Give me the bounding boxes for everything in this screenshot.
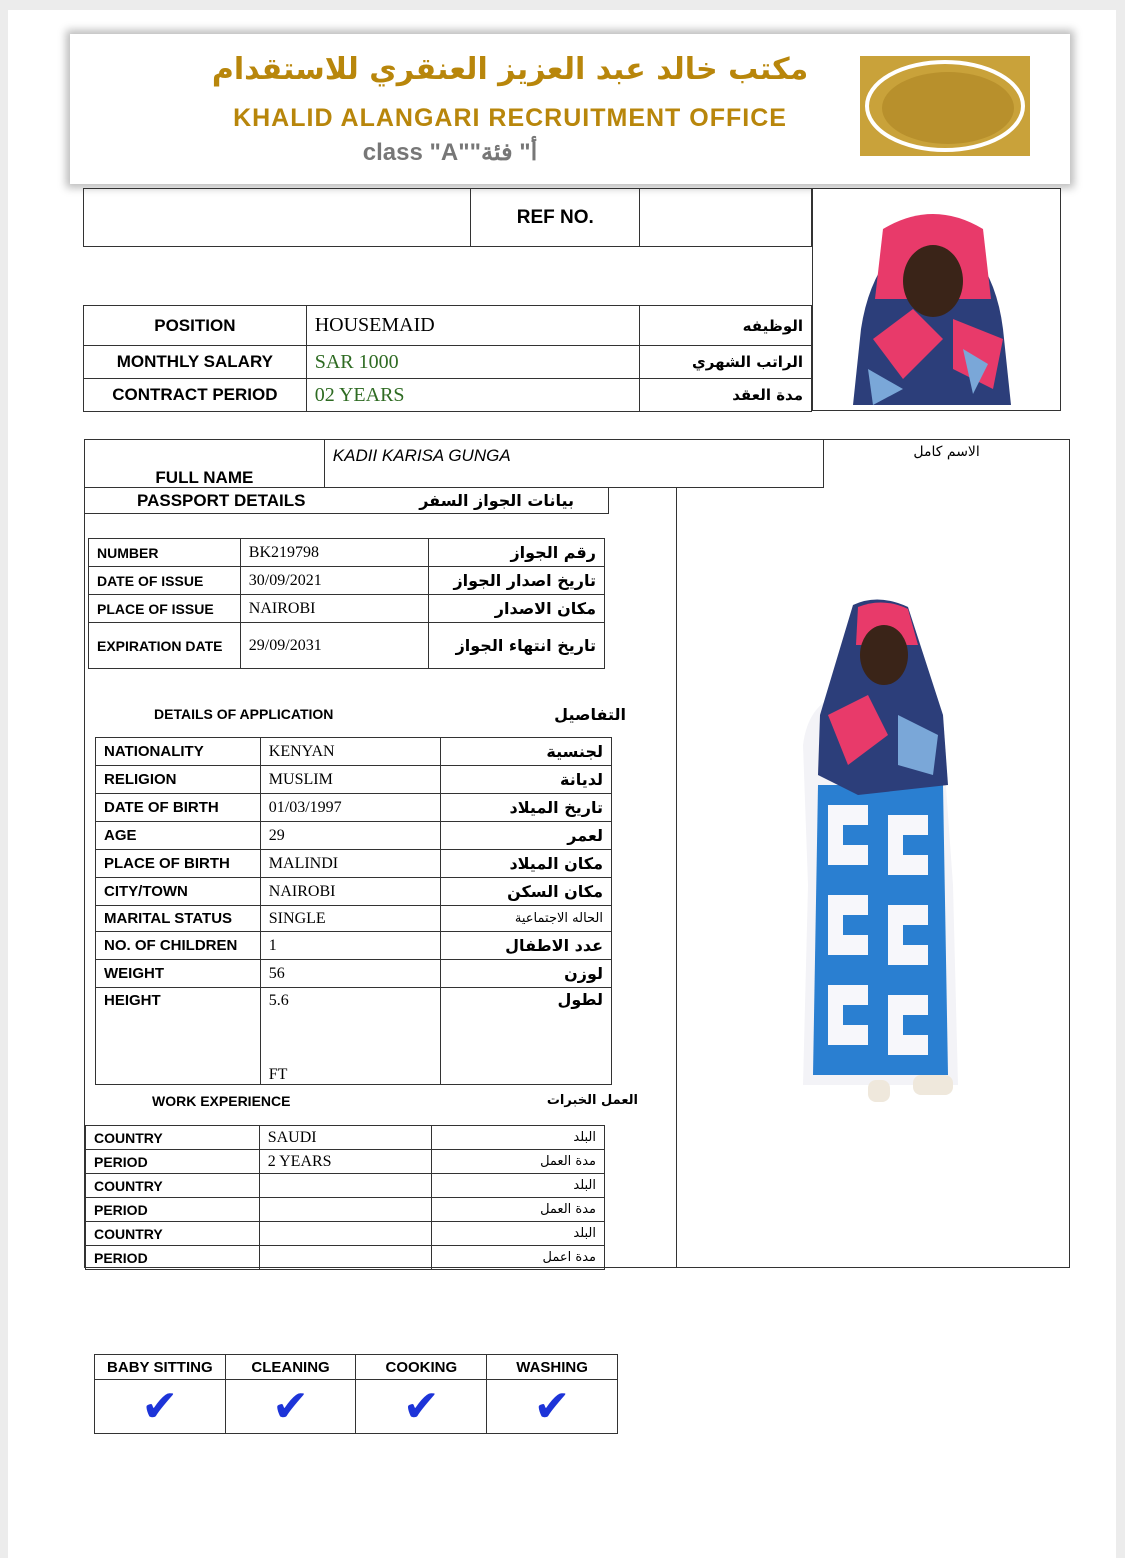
application-table: [95, 737, 612, 1085]
checkmark-icon: ✔: [356, 1380, 487, 1434]
application-arabic: لوزن: [441, 960, 612, 988]
portrait-photo: [813, 189, 1060, 410]
passport-label: PLACE OF ISSUE: [89, 595, 241, 623]
job-arabic: مدة العقد: [640, 379, 812, 412]
height-unit: FT: [268, 1066, 288, 1083]
work-value: [259, 1246, 432, 1270]
application-row: [96, 822, 612, 850]
application-label: PLACE OF BIRTH: [96, 850, 261, 878]
passport-row: [89, 623, 605, 669]
work-label: PERIOD: [86, 1246, 260, 1270]
job-row: [84, 346, 812, 379]
class-label: class "A""أ" فئة: [362, 139, 538, 166]
header-banner: [70, 34, 1070, 184]
application-label: MARITAL STATUS: [96, 906, 261, 932]
passport-arabic: تاريخ اصدار الجواز: [429, 567, 605, 595]
full-name-value: KADII KARISA GUNGA: [324, 440, 823, 488]
application-arabic: لجنسية: [441, 738, 612, 766]
application-arabic: عدد الاطفال: [441, 932, 612, 960]
application-arabic: تاريخ الميلاد: [441, 794, 612, 822]
job-label: CONTRACT PERIOD: [84, 379, 307, 412]
passport-table: [88, 538, 605, 669]
application-row: [96, 960, 612, 988]
height-label: HEIGHT: [96, 988, 261, 1085]
job-row: [84, 306, 812, 346]
passport-section: [88, 538, 605, 669]
passport-row: [89, 539, 605, 567]
english-title: KHALID ALANGARI RECRUITMENT OFFICE: [233, 104, 787, 132]
application-value: SINGLE: [260, 906, 441, 932]
application-heading-arabic: التفاصيل: [554, 705, 626, 724]
skills-header-row: [95, 1355, 618, 1380]
passport-heading: PASSPORT DETAILS: [137, 491, 306, 510]
ref-blank-cell: [84, 189, 471, 247]
passport-label: DATE OF ISSUE: [89, 567, 241, 595]
application-value: 1: [260, 932, 441, 960]
job-section: [83, 305, 812, 412]
height-value: 5.6: [268, 992, 289, 1009]
height-value-cell: [260, 988, 441, 1085]
work-arabic: مدة العمل: [432, 1150, 605, 1174]
application-arabic: لعمر: [441, 822, 612, 850]
passport-value: NAIROBI: [240, 595, 429, 623]
passport-arabic: مكان الاصدار: [429, 595, 605, 623]
document-page: [8, 10, 1116, 1558]
job-arabic: الراتب الشهري: [640, 346, 812, 379]
work-value: [259, 1222, 432, 1246]
application-arabic: لديانة: [441, 766, 612, 794]
full-name-arabic: الاسم كامل: [824, 440, 1070, 488]
work-arabic: البلد: [432, 1174, 605, 1198]
job-label: POSITION: [84, 306, 307, 346]
skills-table: [94, 1354, 618, 1434]
job-value: SAR 1000: [306, 346, 640, 379]
work-table: [85, 1125, 605, 1270]
skill-label: CLEANING: [225, 1355, 356, 1380]
passport-heading-arabic: بيانات الجواز السفر: [419, 491, 574, 510]
application-section: [95, 737, 612, 1085]
skills-section: [94, 1354, 618, 1434]
work-arabic: مدة اعمل: [432, 1246, 605, 1270]
details-divider: [676, 487, 677, 1268]
passport-heading-box: [84, 487, 609, 514]
application-row: [96, 766, 612, 794]
arabic-title: مكتب خالد عبد العزيز العنقري للاستقدام: [211, 52, 809, 87]
application-row: [96, 878, 612, 906]
work-arabic: البلد: [432, 1126, 605, 1150]
work-row: [86, 1222, 605, 1246]
logo-icon: [860, 56, 1030, 156]
full-name-table: [84, 439, 1070, 488]
application-label: NATIONALITY: [96, 738, 261, 766]
checkmark-icon: ✔: [487, 1380, 618, 1434]
passport-label: EXPIRATION DATE: [89, 623, 241, 669]
application-value: 56: [260, 960, 441, 988]
passport-row: [89, 595, 605, 623]
job-label: MONTHLY SALARY: [84, 346, 307, 379]
full-body-photo: [708, 595, 1048, 1115]
skills-check-row: [95, 1380, 618, 1434]
application-label: RELIGION: [96, 766, 261, 794]
passport-arabic: رقم الجواز: [429, 539, 605, 567]
job-value: HOUSEMAID: [306, 306, 640, 346]
job-value: 02 YEARS: [306, 379, 640, 412]
application-value: 01/03/1997: [260, 794, 441, 822]
work-section: [85, 1125, 605, 1270]
application-arabic: مكان الميلاد: [441, 850, 612, 878]
work-value: SAUDI: [259, 1126, 432, 1150]
application-row: [96, 932, 612, 960]
work-arabic: البلد: [432, 1222, 605, 1246]
work-row: [86, 1198, 605, 1222]
application-row: [96, 906, 612, 932]
work-label: COUNTRY: [86, 1174, 260, 1198]
ref-table: [83, 188, 812, 247]
passport-value: 29/09/2031: [240, 623, 429, 669]
application-label: AGE: [96, 822, 261, 850]
passport-value: BK219798: [240, 539, 429, 567]
job-table: [83, 305, 812, 412]
portrait-photo-box: [812, 188, 1061, 411]
application-row: [96, 738, 612, 766]
work-label: COUNTRY: [86, 1222, 260, 1246]
ref-value: [640, 189, 812, 247]
application-value: KENYAN: [260, 738, 441, 766]
application-value: 29: [260, 822, 441, 850]
height-arabic: لطول: [441, 988, 612, 1085]
application-label: DATE OF BIRTH: [96, 794, 261, 822]
application-heading: DETAILS OF APPLICATION: [154, 706, 334, 722]
work-value: [259, 1198, 432, 1222]
application-row: [96, 794, 612, 822]
work-row: [86, 1246, 605, 1270]
skill-label: WASHING: [487, 1355, 618, 1380]
job-arabic: الوظيفه: [640, 306, 812, 346]
ref-label: REF NO.: [471, 189, 640, 247]
application-value: MUSLIM: [260, 766, 441, 794]
work-value: [259, 1174, 432, 1198]
skill-label: COOKING: [356, 1355, 487, 1380]
checkmark-icon: ✔: [225, 1380, 356, 1434]
work-row: [86, 1174, 605, 1198]
skill-label: BABY SITTING: [95, 1355, 226, 1380]
work-heading-arabic: العمل الخبرات: [546, 1093, 638, 1108]
work-value: 2 YEARS: [259, 1150, 432, 1174]
application-row: [96, 850, 612, 878]
checkmark-icon: ✔: [95, 1380, 226, 1434]
work-arabic: مدة العمل: [432, 1198, 605, 1222]
passport-arabic: تاريخ انتهاء الجواز: [429, 623, 605, 669]
work-row: [86, 1126, 605, 1150]
work-label: PERIOD: [86, 1198, 260, 1222]
passport-row: [89, 567, 605, 595]
application-row-height: [96, 988, 612, 1085]
full-name-label: FULL NAME: [85, 440, 325, 488]
passport-value: 30/09/2021: [240, 567, 429, 595]
application-arabic: مكان السكن: [441, 878, 612, 906]
application-arabic: الحاله الاجتماعية: [441, 906, 612, 932]
work-row: [86, 1150, 605, 1174]
application-label: WEIGHT: [96, 960, 261, 988]
ref-section: [83, 188, 812, 247]
work-label: COUNTRY: [86, 1126, 260, 1150]
work-heading: WORK EXPERIENCE: [152, 1093, 291, 1109]
job-row: [84, 379, 812, 412]
application-label: NO. OF CHILDREN: [96, 932, 261, 960]
application-label: CITY/TOWN: [96, 878, 261, 906]
application-value: MALINDI: [260, 850, 441, 878]
full-name-section: [84, 439, 1070, 488]
passport-label: NUMBER: [89, 539, 241, 567]
work-label: PERIOD: [86, 1150, 260, 1174]
application-value: NAIROBI: [260, 878, 441, 906]
